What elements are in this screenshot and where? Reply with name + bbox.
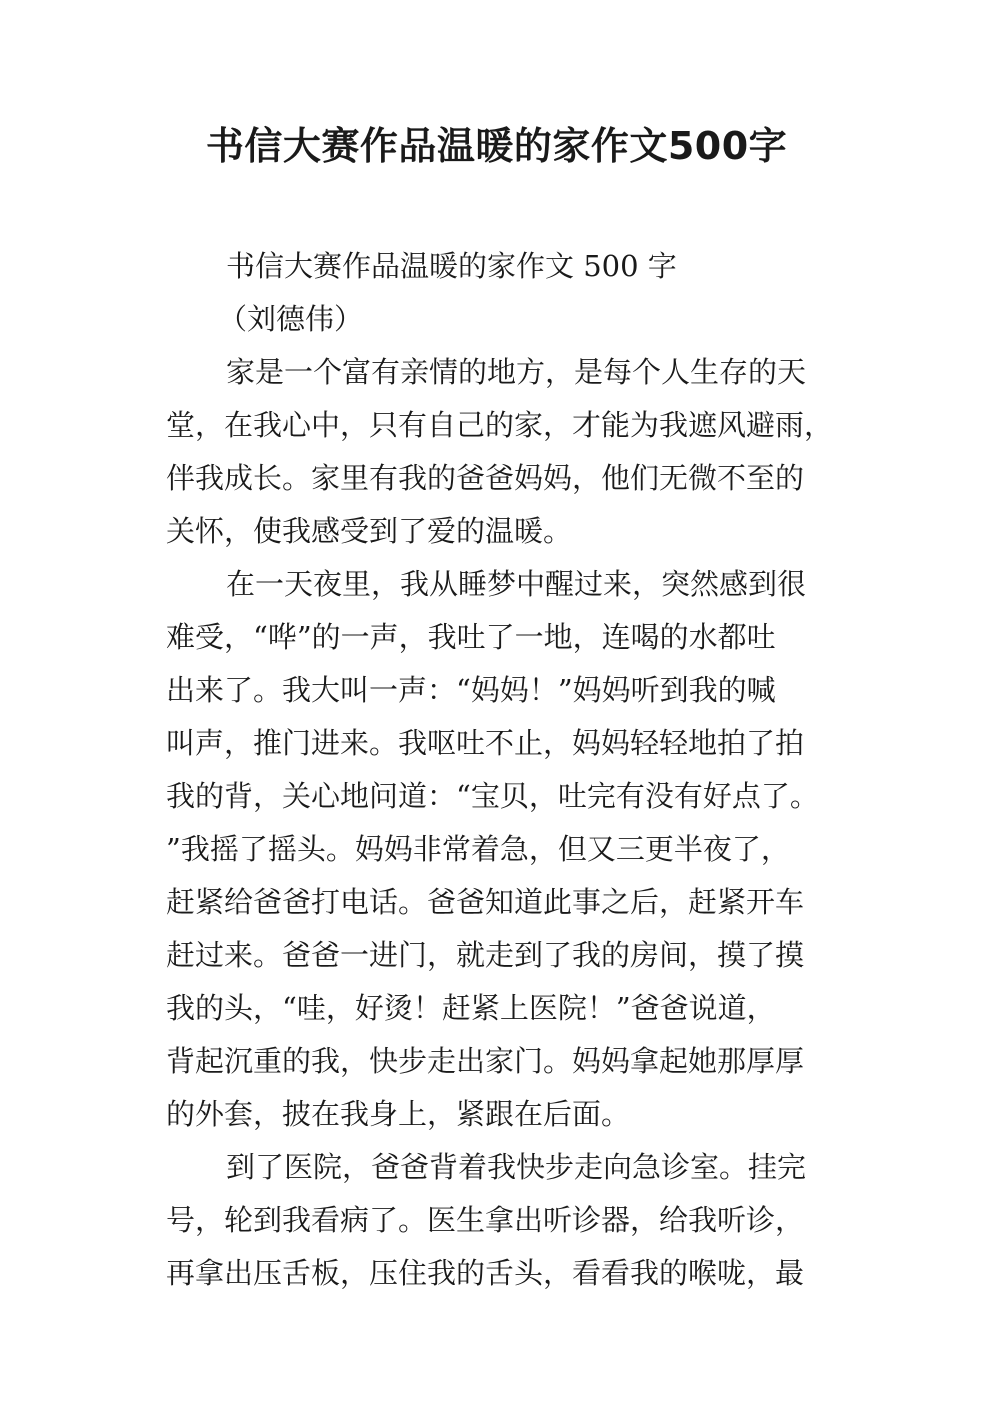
text-line: 我的头，“哇，好烫！赶紧上医院！”爸爸说道，	[166, 991, 776, 1025]
subtitle-line: 书信大赛作品温暖的家作文 500 字	[226, 249, 677, 283]
text-line: 家是一个富有亲情的地方，是每个人生存的天	[226, 355, 807, 389]
text-line: 赶紧给爸爸打电话。爸爸知道此事之后，赶紧开车	[166, 885, 805, 919]
text-line: 伴我成长。家里有我的爸爸妈妈，他们无微不至的	[166, 461, 805, 495]
text-line: 出来了。我大叫一声：“妈妈！”妈妈听到我的喊	[166, 673, 776, 707]
document-body	[166, 240, 856, 1300]
text-line: 堂，在我心中，只有自己的家，才能为我遮风避雨，	[166, 408, 834, 442]
document-title: 书信大赛作品温暖的家作文500字	[205, 124, 788, 168]
text-line: 背起沉重的我，快步走出家门。妈妈拿起她那厚厚	[166, 1044, 805, 1078]
author-line: （刘德伟）	[218, 302, 364, 336]
text-line: 我的背，关心地问道：“宝贝，吐完有没有好点了。	[166, 779, 819, 813]
text-line: 赶过来。爸爸一进门，就走到了我的房间，摸了摸	[166, 938, 805, 972]
text-line: 到了医院，爸爸背着我快步走向急诊室。挂完	[226, 1150, 807, 1184]
text-line: 的外套，披在我身上，紧跟在后面。	[166, 1097, 631, 1131]
text-line: 难受，“哗”的一声，我吐了一地，连喝的水都吐	[166, 620, 776, 654]
text-line: 叫声，推门进来。我呕吐不止，妈妈轻轻地拍了拍	[166, 726, 805, 760]
text-line: 再拿出压舌板，压住我的舌头，看看我的喉咙，最	[166, 1256, 805, 1290]
text-line: 关怀，使我感受到了爱的温暖。	[166, 514, 573, 548]
text-line: 在一天夜里，我从睡梦中醒过来，突然感到很	[226, 567, 807, 601]
text-line: ”我摇了摇头。妈妈非常着急，但又三更半夜了，	[166, 832, 790, 866]
text-line: 号，轮到我看病了。医生拿出听诊器，给我听诊，	[166, 1203, 805, 1237]
essay-text	[166, 346, 856, 1300]
